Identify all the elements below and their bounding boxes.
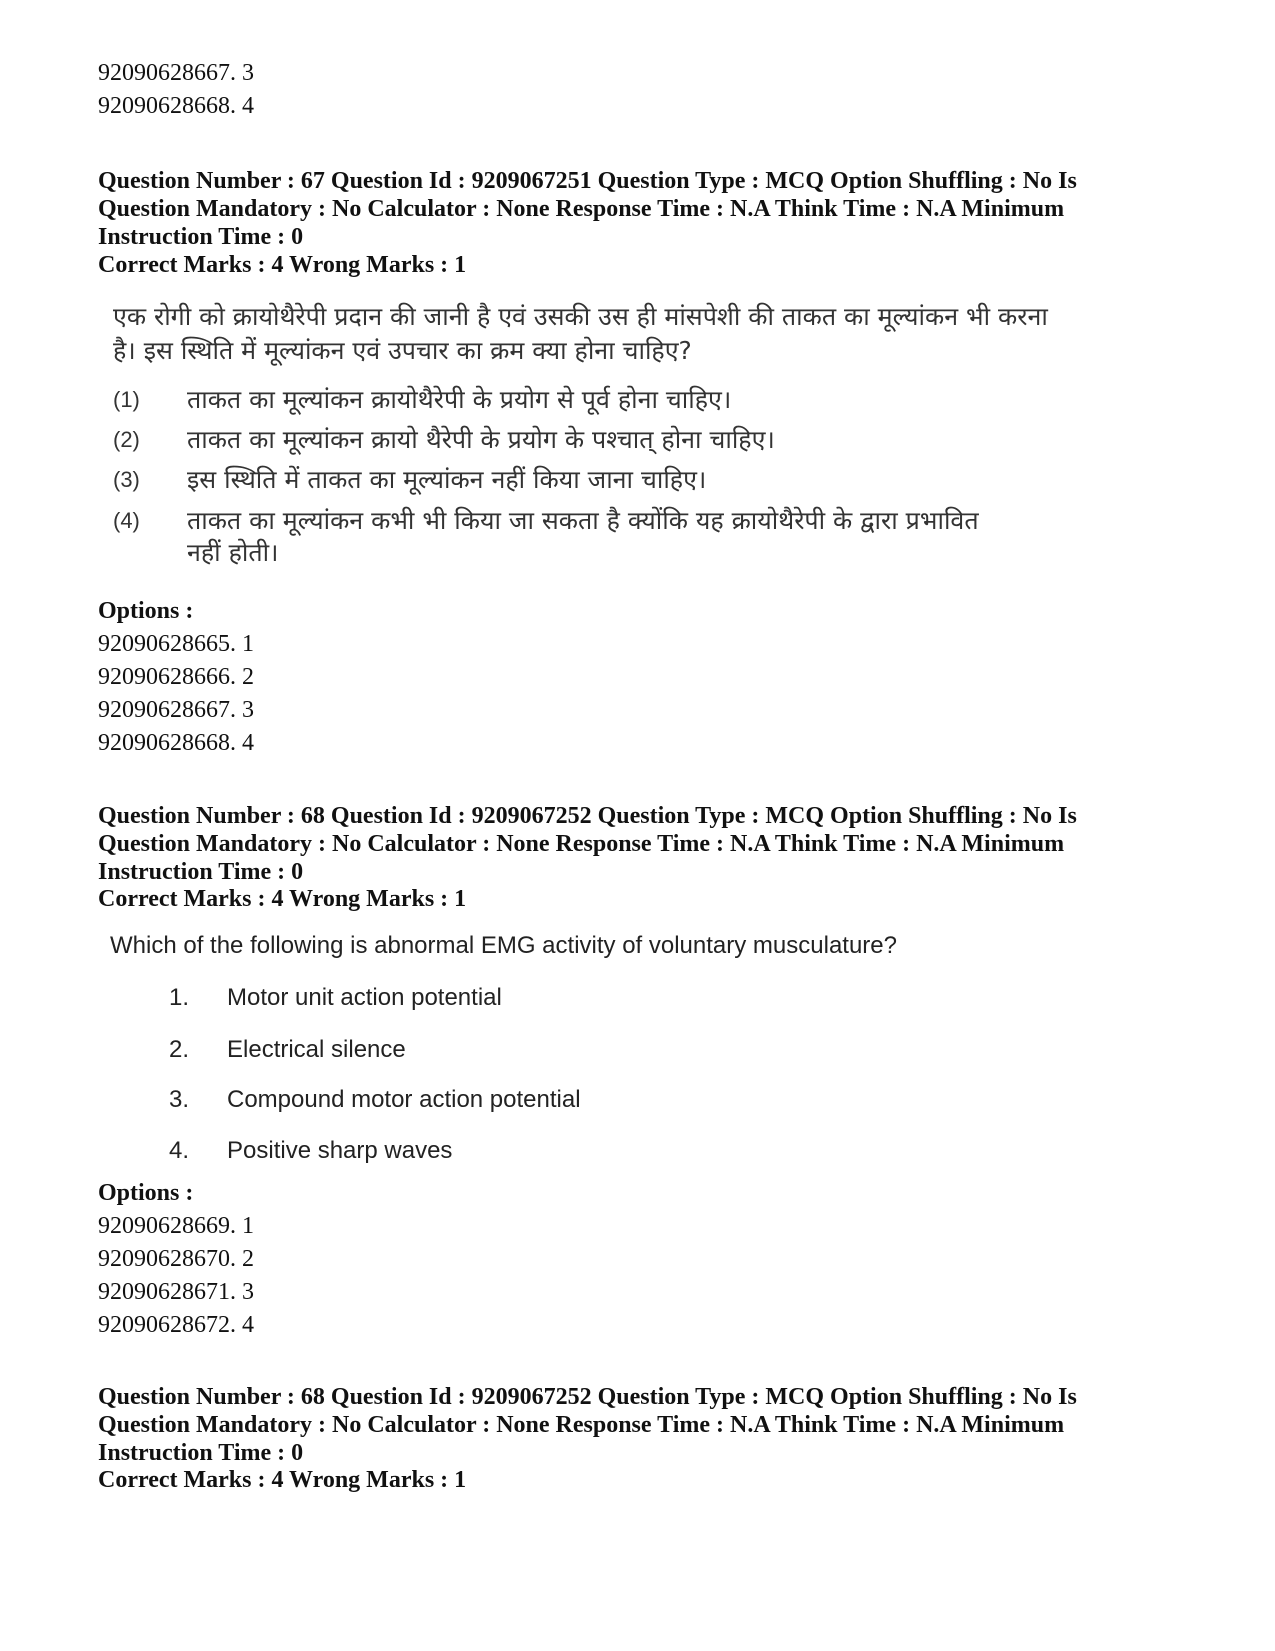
choice-text: ताकत का मूल्यांकन क्रायोथैरेपी के प्रयोग से पूर्व होना चाहिए। xyxy=(187,385,732,414)
header-line: Instruction Time : 0 xyxy=(98,224,304,250)
option-value: 4 xyxy=(242,93,254,119)
choice-item xyxy=(169,1137,452,1165)
option-value: 2 xyxy=(242,664,254,690)
choice-number: (2) xyxy=(113,427,140,452)
choice-number: (3) xyxy=(113,467,140,492)
choice-item xyxy=(169,1036,406,1064)
option-id: 92090628671 xyxy=(98,1279,230,1305)
header-line: Question Mandatory : No Calculator : None Response Time : N.A Think Time : N.A Minimum xyxy=(98,196,1065,222)
question-67-header xyxy=(98,167,1128,251)
option-value: 4 xyxy=(242,1312,254,1338)
choice-item xyxy=(169,1086,581,1114)
option-id: 92090628665 xyxy=(98,631,230,657)
option-id: 92090628668 xyxy=(98,730,230,756)
option-id: 92090628672 xyxy=(98,1312,230,1338)
option-line: 92090628666. 2 xyxy=(98,664,254,690)
header-line: Instruction Time : 0 xyxy=(98,859,304,885)
question-67-body xyxy=(113,300,1113,368)
option-line: 92090628667. 3 xyxy=(98,697,254,723)
choice-number: (1) xyxy=(113,387,140,412)
option-line: 92090628671. 3 xyxy=(98,1279,254,1305)
option-line: 92090628668. 4 xyxy=(98,93,254,119)
header-line: Question Number : 68 Question Id : 9209067252 Question Type : MCQ Option Shuffling : No Is xyxy=(98,1384,1077,1410)
option-value: 3 xyxy=(242,1279,254,1305)
choice-text: Motor unit action potential xyxy=(227,984,502,1011)
question-68-header xyxy=(98,802,1128,886)
choice-number: 2. xyxy=(169,1036,190,1063)
option-line: 92090628670. 2 xyxy=(98,1246,254,1272)
question-stem-line: है। इस स्थिति में मूल्यांकन एवं उपचार का क्रम क्या होना चाहिए? xyxy=(113,336,692,365)
header-line: Instruction Time : 0 xyxy=(98,1440,304,1466)
choice-number: 4. xyxy=(169,1137,190,1164)
choice-item xyxy=(113,384,1113,416)
header-line: Question Number : 67 Question Id : 9209067251 Question Type : MCQ Option Shuffling : No Is xyxy=(98,168,1077,194)
option-id: 92090628670 xyxy=(98,1246,230,1272)
question-68-repeat-header xyxy=(98,1383,1128,1467)
option-id: 92090628668 xyxy=(98,93,230,119)
option-id: 92090628666 xyxy=(98,664,230,690)
choice-text: इस स्थिति में ताकत का मूल्यांकन नहीं किया जाना चाहिए। xyxy=(187,465,707,494)
option-id: 92090628667 xyxy=(98,60,230,86)
option-line: 92090628665. 1 xyxy=(98,631,254,657)
header-line: Question Mandatory : No Calculator : None Response Time : N.A Think Time : N.A Minimum xyxy=(98,831,1065,857)
question-68-repeat-marks: Correct Marks : 4 Wrong Marks : 1 xyxy=(98,1467,467,1493)
question-stem-line: एक रोगी को क्रायोथैरेपी प्रदान की जानी है एवं उसकी उस ही मांसपेशी की ताकत का मूल्यांकन भी करना xyxy=(113,302,1048,331)
choice-text: Compound motor action potential xyxy=(227,1086,581,1113)
options-label: Options : xyxy=(98,1180,194,1206)
choice-text-continued: नहीं होती। xyxy=(187,538,279,567)
choice-item xyxy=(113,464,1113,496)
choice-item xyxy=(113,424,1113,456)
choice-text: ताकत का मूल्यांकन कभी भी किया जा सकता है क्योंकि यह क्रायोथैरेपी के द्वारा प्रभावित xyxy=(187,506,979,535)
question-68-marks: Correct Marks : 4 Wrong Marks : 1 xyxy=(98,886,467,912)
option-value: 1 xyxy=(242,1213,254,1239)
option-line: 92090628667. 3 xyxy=(98,60,254,86)
options-label: Options : xyxy=(98,598,194,624)
option-id: 92090628669 xyxy=(98,1213,230,1239)
choice-item xyxy=(169,984,502,1012)
choice-item xyxy=(113,505,1113,569)
choice-text: Electrical silence xyxy=(227,1036,406,1063)
choice-text: ताकत का मूल्यांकन क्रायो थैरेपी के प्रयोग के पश्चात् होना चाहिए। xyxy=(187,425,775,454)
question-67-marks: Correct Marks : 4 Wrong Marks : 1 xyxy=(98,252,467,278)
option-value: 3 xyxy=(242,60,254,86)
choice-number: (4) xyxy=(113,508,140,533)
option-line: 92090628672. 4 xyxy=(98,1312,254,1338)
header-line: Question Number : 68 Question Id : 9209067252 Question Type : MCQ Option Shuffling : No Is xyxy=(98,803,1077,829)
choice-number: 1. xyxy=(169,984,190,1011)
choice-text: Positive sharp waves xyxy=(227,1137,453,1164)
question-stem: Which of the following is abnormal EMG activity of voluntary musculature? xyxy=(110,932,897,959)
option-value: 2 xyxy=(242,1246,254,1272)
option-line: 92090628668. 4 xyxy=(98,730,254,756)
option-id: 92090628667 xyxy=(98,697,230,723)
option-value: 3 xyxy=(242,697,254,723)
option-value: 1 xyxy=(242,631,254,657)
option-value: 4 xyxy=(242,730,254,756)
option-line: 92090628669. 1 xyxy=(98,1213,254,1239)
header-line: Question Mandatory : No Calculator : None Response Time : N.A Think Time : N.A Minimum xyxy=(98,1412,1065,1438)
choice-number: 3. xyxy=(169,1086,190,1113)
